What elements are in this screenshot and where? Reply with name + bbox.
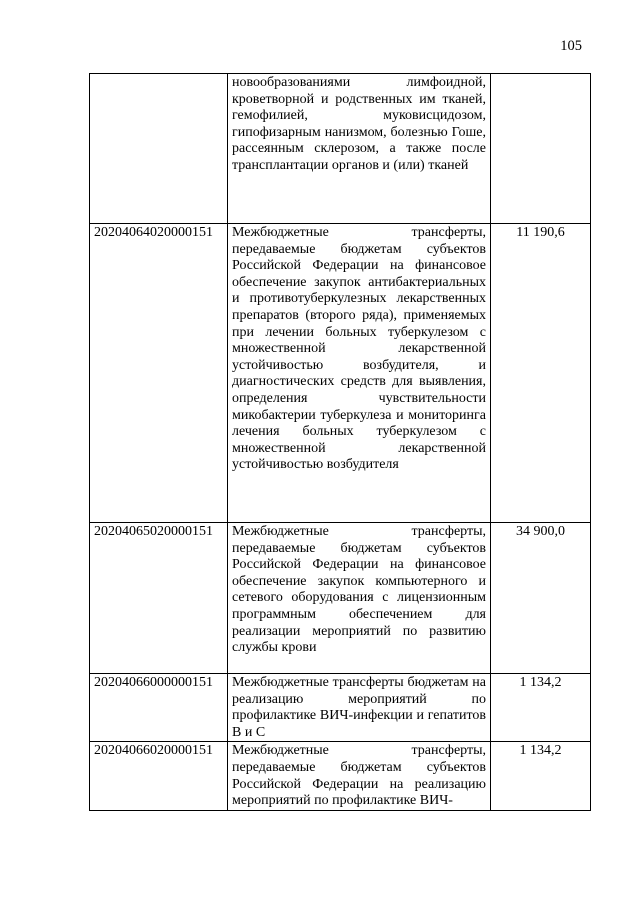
- row-description: Межбюджетные трансферты, передаваемые бюджетам субъектов Российской Федерации на финансовое обеспечение закупок антибактериальных и противотуберкулезных лекарственных препаратов (второго ряда), применяемых при лечении больных туберкулезом с множественной лекарственной устойчивостью возбудителя, и диагностических средств для выявления, определения чувствительности микобактерии туберкулеза и мониторинга лечения больных туберкулезом с множественной лекарственной устойчивостью возбудителя: [228, 224, 491, 523]
- row-amount: 34 900,0: [491, 523, 591, 674]
- row-description: Межбюджетные трансферты, передаваемые бюджетам субъектов Российской Федерации на реализацию мероприятий по профилактике ВИЧ-: [228, 742, 491, 810]
- row-code: [90, 74, 228, 224]
- row-amount: [491, 74, 591, 224]
- row-amount: 1 134,2: [491, 742, 591, 810]
- table-row: [90, 74, 591, 224]
- table-row: [90, 523, 591, 674]
- table-row: [90, 742, 591, 810]
- row-description: Межбюджетные трансферты, передаваемые бюджетам субъектов Российской Федерации на финансовое обеспечение закупок компьютерного и сетевого оборудования с лицензионным программным обеспечением для реализации мероприятий по развитию службы крови: [228, 523, 491, 674]
- row-amount: 1 134,2: [491, 674, 591, 742]
- page-number: 105: [560, 38, 582, 54]
- table-row: [90, 224, 591, 523]
- budget-table: [89, 73, 591, 811]
- row-code: 20204066000000151: [90, 674, 228, 742]
- row-code: 20204065020000151: [90, 523, 228, 674]
- table-row: [90, 674, 591, 742]
- row-description: Межбюджетные трансферты бюджетам на реализацию мероприятий по профилактике ВИЧ-инфекции и гепатитов B и C: [228, 674, 491, 742]
- row-code: 20204064020000151: [90, 224, 228, 523]
- row-description: новообразованиями лимфоидной, кроветворной и родственных им тканей, гемофилией, муковисцидозом, гипофизарным нанизмом, болезнью Гоше, рассеянным склерозом, а также после трансплантации органов и (или) тканей: [228, 74, 491, 224]
- row-code: 20204066020000151: [90, 742, 228, 810]
- row-amount: 11 190,6: [491, 224, 591, 523]
